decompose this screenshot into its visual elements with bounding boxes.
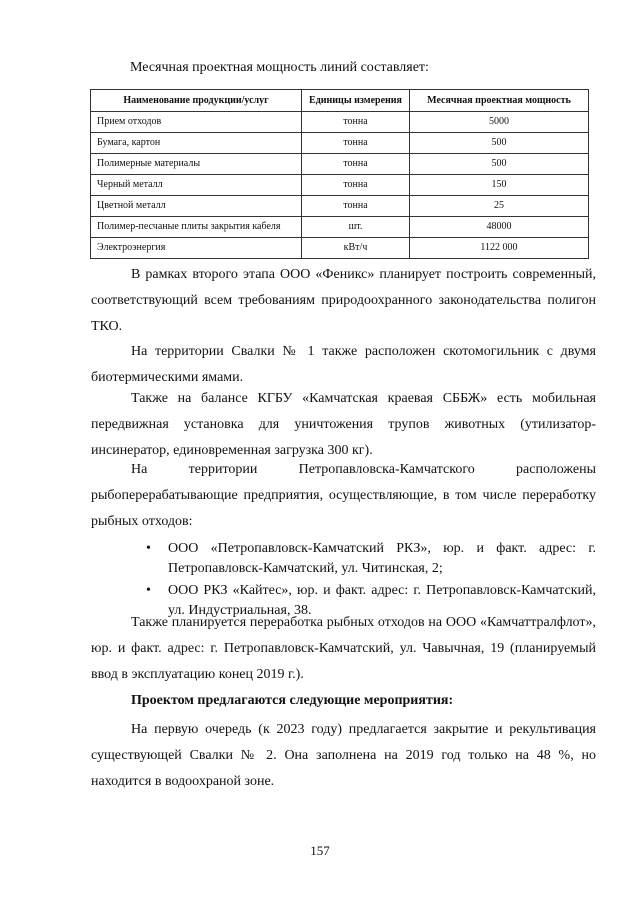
column-header: Месячная проектная мощность [410, 90, 589, 112]
table-row [91, 217, 589, 238]
table-cell: Прием отходов [91, 112, 302, 133]
list-item-text: ООО «Петропавловск-Камчатский РКЗ», юр. и факт. адрес: г. Петропавловск-Камчатский, ул. Читинская, 2; [168, 541, 596, 576]
column-header: Наименование продукции/услуг [91, 90, 302, 112]
table-cell: Электроэнергия [91, 238, 302, 259]
table-row [91, 133, 589, 154]
table-cell: Полимерные материалы [91, 154, 302, 175]
table-cell: тонна [302, 112, 410, 133]
table-cell: тонна [302, 133, 410, 154]
table-row [91, 175, 589, 196]
section-heading: Проектом предлагаются следующие мероприятия: [131, 693, 454, 708]
table-cell: кВт/ч [302, 238, 410, 259]
table-cell: 150 [410, 175, 589, 196]
paragraph: Также на балансе КГБУ «Камчатская краевая СББЖ» есть мобильная передвижная установка для уничтожения трупов животных (утилизатор-инсинератор, единовременная загрузка 300 кг). [91, 391, 596, 458]
table-cell: Бумага, картон [91, 133, 302, 154]
paragraph: В рамках второго этапа ООО «Феникс» планирует построить современный, соответствующий всем требованиям природоохранного законодательства полигон ТКО. [91, 267, 596, 334]
table-header-row [91, 90, 589, 112]
capacity-table [90, 89, 589, 259]
list-item-text: ООО РКЗ «Кайтес», юр. и факт. адрес: г. Петропавловск-Камчатский, ул. Индустриальная, 38. [168, 583, 596, 618]
table-cell: тонна [302, 196, 410, 217]
paragraph: На первую очередь (к 2023 году) предлагается закрытие и рекультивация существующей Свалки № 2. Она заполнена на 2019 год только на 48 %, но находится в водоохраной зоне. [91, 722, 596, 789]
table-cell: тонна [302, 154, 410, 175]
table-cell: 5000 [410, 112, 589, 133]
table-cell: 500 [410, 154, 589, 175]
table-row [91, 238, 589, 259]
paragraph: На территории Петропавловска-Камчатского расположены рыбоперерабатывающие предприятия, осуществляющие, в том числе переработку рыбных отходов: [91, 462, 596, 529]
table-cell: 25 [410, 196, 589, 217]
bullet-icon: • [146, 583, 151, 598]
table-cell: Полимер-песчаные плиты закрытия кабеля [91, 217, 302, 238]
column-header: Единицы измерения [302, 90, 410, 112]
page-number: 157 [310, 843, 330, 858]
table-intro: Месячная проектная мощность линий составляет: [130, 60, 429, 75]
table-row [91, 154, 589, 175]
bullet-icon: • [146, 541, 151, 556]
table-cell: тонна [302, 175, 410, 196]
table-cell: 48000 [410, 217, 589, 238]
table-row [91, 112, 589, 133]
paragraph: На территории Свалки № 1 также расположен скотомогильник с двумя биотермическими ямами. [91, 344, 596, 385]
table-cell: Черный металл [91, 175, 302, 196]
table-cell: 500 [410, 133, 589, 154]
list-item [146, 539, 596, 579]
table-cell: шт. [302, 217, 410, 238]
paragraph: Также планируется переработка рыбных отходов на ООО «Камчаттралфлот», юр. и факт. адрес: г. Петропавловск-Камчатский, ул. Чавычная, 19 (планируемый ввод в эксплуатацию конец 2019 г.). [91, 615, 596, 682]
table-row [91, 196, 589, 217]
table-cell: 1122 000 [410, 238, 589, 259]
table-cell: Цветной металл [91, 196, 302, 217]
